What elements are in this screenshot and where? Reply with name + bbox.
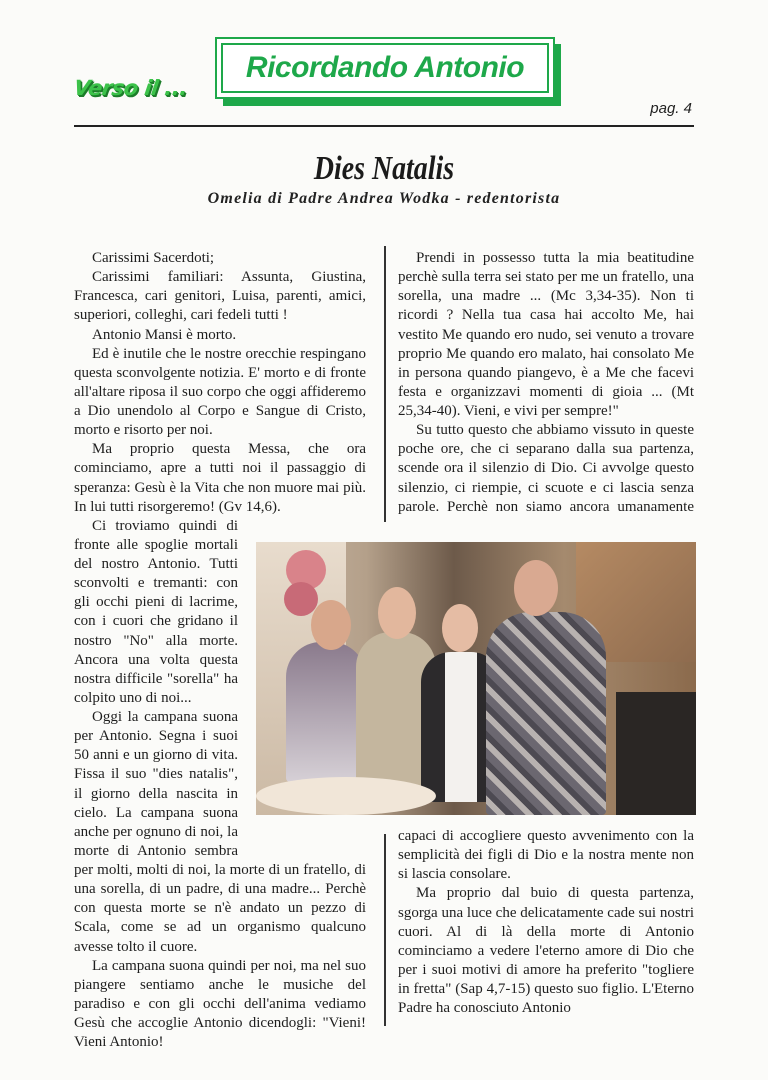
paragraph: Oggi la campana suona per Antonio. Segna i suoi 50 anni e un giorno di vita. Fissa il suo "dies natalis", il giorno della nascita in cielo. La campana suona anche per ognuno di noi, la morte di Antonio sembra per molti, molti di noi, la morte di un fratello, di una sorella, di un padre, di una madre... Perchè con questa morte se n'è andato un pezzo di Scala, come se ad un organismo qualcuno avesse tolto il cuore. [74, 709, 366, 955]
person [486, 612, 606, 815]
page-number: pag. 4 [650, 100, 692, 117]
paragraph: Ed è inutile che le nostre orecchie respingano questa sconvolgente notizia. E' morto e di fronte all'altare riposa il suo corpo che oggi affideremo a Dio unendolo al Corpo e Sangue di Cristo, morto e risorto per noi. [74, 345, 366, 439]
paragraph: Ma proprio dal buio di questa partenza, sgorga una luce che delicatamente cade sui nostri cuori. Al di là della morte di Antonio cominciamo a vedere l'eterno amore di Dio che per i suoi motivi di amore ha preferito "togliere in fretta" (Sap 4,7-15) questo suo figlio. L'Eterno Padre ha conosciuto Antonio [398, 885, 694, 1017]
article-subtitle: Omelia di Padre Andrea Wodka - redentorista [207, 190, 561, 207]
verso-il-logo: Verso il ... [72, 76, 189, 100]
paragraph: Carissimi familiari: Assunta, Giustina, Francesca, cari genitori, Luisa, parenti, amici, superiori, colleghi, cari fedeli tutti ! [74, 269, 366, 324]
masthead-inner-frame [221, 43, 549, 93]
person-face [378, 587, 416, 639]
paragraph: Antonio Mansi è morto. [92, 326, 237, 343]
masthead-box [215, 37, 555, 99]
person-face [442, 604, 478, 652]
paragraph: Ma proprio questa Messa, che ora cominciamo, apre a tutti noi il passaggio di speranza: Gesù è la Vita che non muore mai più. In lui tutti risorgeremo! (Gv 14,6). [74, 441, 366, 515]
header-rule [74, 125, 694, 127]
column-divider-top [384, 246, 386, 522]
person-face [514, 560, 558, 616]
article-title: Dies Natalis [313, 150, 455, 187]
paragraph: Ci troviamo quindi di fronte alle spoglie mortali del nostro Antonio. Tutti sconvolti e tremanti: con gli occhi pieni di lacrime, con i cuori che gridano il nostro "No" alla morte. Ancora una volta questa nostra difficile "sorella" ha colpito uno di noi... [74, 517, 238, 706]
family-photo [256, 542, 696, 815]
photo-shadow [616, 692, 696, 815]
person [286, 642, 366, 782]
person-face [311, 600, 351, 650]
masthead-title: Ricordando Antonio [245, 51, 525, 84]
balloon [284, 582, 318, 616]
paragraph: Carissimi Sacerdoti; [92, 250, 215, 266]
column-divider-bottom [384, 834, 386, 1026]
cake [256, 777, 436, 815]
paragraph: Prendi in possesso tutta la mia beatitudine perchè sulla terra sei stato per me un fratello, una sorella, una madre ... (Mc 3,34-35). Non ti ricordi ? Nella tua casa hai accolto Me, hai vestito Me quando ero nudo, sei venuto a trovare proprio Me quando ero malato, hai consolato Me in persona quando piangevo, è a Me che facevi festa e organizzavi momenti di gioia ... (Mt 25,34-40). Vieni, e vivi per sempre!" [398, 250, 694, 419]
paragraph: Su tutto questo che abbiamo vissuto in queste poche ore, che ci separano dalla sua partenza, scende ora il silenzio di Dio. Ci avvolge questo silenzio, ci riempie, ci scuote e ci lascia senza parole. Perchè non siamo ancora umanamente capaci di accogliere questo avvenimento con la semplicità dei figli di Dio e la nostra mente non si lascia consolare. [398, 422, 694, 883]
paragraph: La campana suona quindi per noi, ma nel suo piangere sentiamo anche le musiche del paradiso e con gli occhi dell'anima vediamo Gesù che accoglie Antonio dicendogli: "Vieni! Vieni Antonio! [74, 957, 366, 1051]
